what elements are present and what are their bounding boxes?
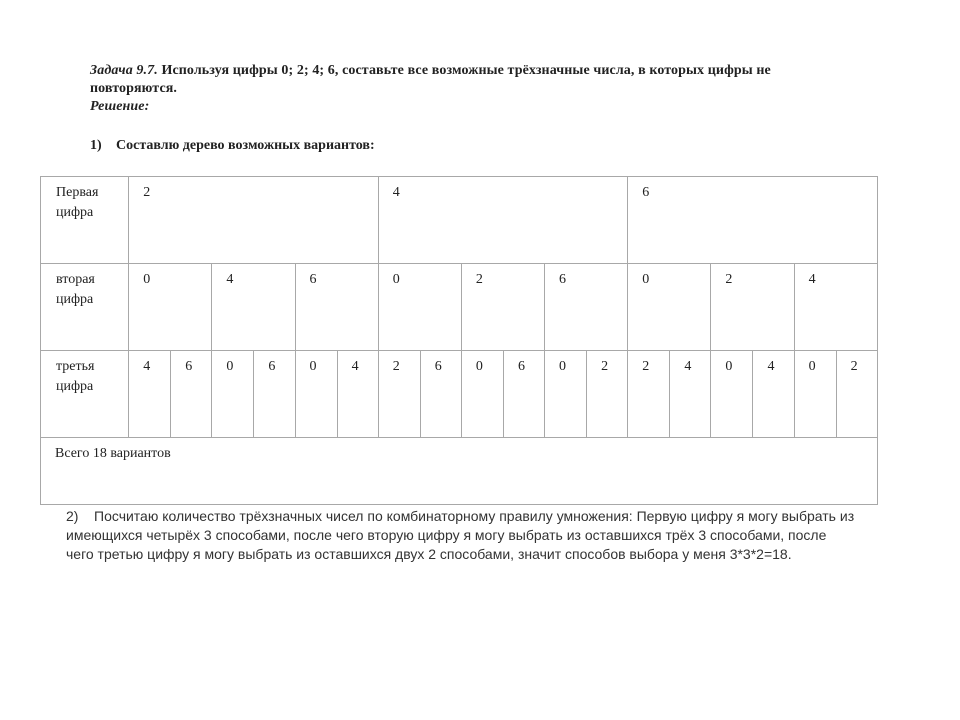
row-label-second-digit: вторая цифра — [41, 264, 129, 351]
third-digit-cell: 6 — [503, 351, 544, 438]
task-text: Используя цифры 0; 2; 4; 6, составьте все возможные трёхзначные числа, в которых цифры не повторяются. — [90, 63, 771, 96]
step-1-number: 1) — [90, 138, 102, 153]
row-third-digit — [41, 351, 878, 438]
solution-label: Решение: — [90, 99, 150, 114]
third-digit-cell: 6 — [420, 351, 461, 438]
row-second-digit — [41, 264, 878, 351]
second-digit-cell: 4 — [212, 264, 295, 351]
third-digit-cell: 0 — [545, 351, 587, 438]
third-digit-cell: 2 — [628, 351, 670, 438]
second-digit-cell: 0 — [378, 264, 461, 351]
task-label: Задача 9.7. — [90, 63, 158, 78]
third-digit-cell: 4 — [753, 351, 794, 438]
first-digit-cell: 4 — [378, 177, 628, 264]
step-1 — [90, 138, 375, 154]
third-digit-cell: 4 — [129, 351, 171, 438]
first-digit-cell: 6 — [628, 177, 878, 264]
third-digit-cell: 6 — [254, 351, 295, 438]
third-digit-cell: 4 — [670, 351, 711, 438]
third-digit-cell: 2 — [587, 351, 628, 438]
second-digit-cell: 2 — [461, 264, 544, 351]
second-digit-cell: 0 — [628, 264, 711, 351]
second-digit-cell: 4 — [794, 264, 877, 351]
step-1-text: Составлю дерево возможных вариантов: — [116, 138, 375, 153]
third-digit-cell: 2 — [378, 351, 420, 438]
first-digit-cell: 2 — [129, 177, 379, 264]
third-digit-cell: 0 — [295, 351, 337, 438]
step-2 — [66, 507, 856, 564]
total-variants: Всего 18 вариантов — [41, 438, 878, 505]
third-digit-cell: 2 — [836, 351, 877, 438]
third-digit-cell: 0 — [461, 351, 503, 438]
third-digit-cell: 4 — [337, 351, 378, 438]
second-digit-cell: 2 — [711, 264, 794, 351]
task-header — [90, 62, 850, 116]
variants-tree-table — [40, 176, 878, 505]
third-digit-cell: 0 — [794, 351, 836, 438]
row-label-first-digit: Первая цифра — [41, 177, 129, 264]
row-label-third-digit: третья цифра — [41, 351, 129, 438]
second-digit-cell: 6 — [295, 264, 378, 351]
step-2-text: Посчитаю количество трёхзначных чисел по комбинаторному правилу умножения: Первую цифру я могу выбрать из имеющихся четырёх 3 способами, после чего вторую цифру я могу выбрать из оставшихся трёх 3 способами, после чего третью цифру я могу выбрать из оставшихся двух 2 способами, значит способов выбора у меня 3*3*2=18. — [66, 508, 855, 562]
row-total — [41, 438, 878, 505]
row-first-digit — [41, 177, 878, 264]
step-2-number: 2) — [66, 508, 79, 524]
second-digit-cell: 0 — [129, 264, 212, 351]
third-digit-cell: 6 — [171, 351, 212, 438]
third-digit-cell: 0 — [212, 351, 254, 438]
second-digit-cell: 6 — [545, 264, 628, 351]
third-digit-cell: 0 — [711, 351, 753, 438]
